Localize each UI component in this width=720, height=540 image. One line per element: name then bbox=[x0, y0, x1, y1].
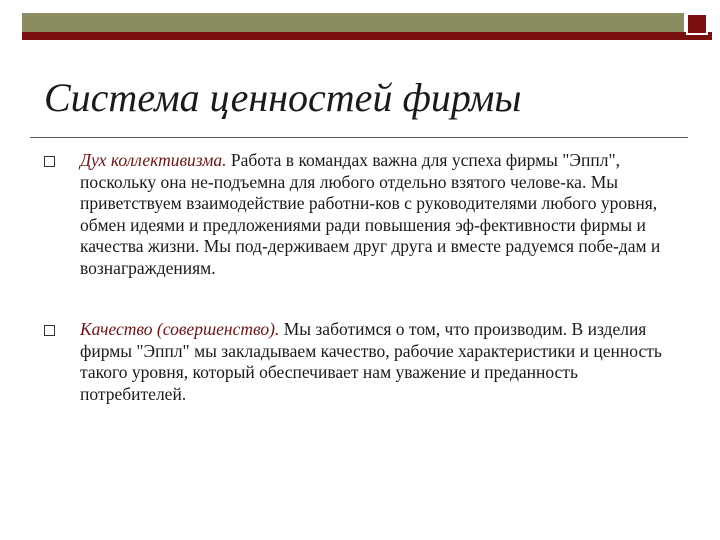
bullet-text bbox=[80, 150, 684, 279]
bullet-body: Работа в командах важна для успеха фирмы "Эппл", поскольку она не-подъемна для любого отдельно взятого челове-ка. Мы приветствуем взаимодействие работни-ков с руководителями любого уровня, обмен идеями и предложениями ради повышения эф-фективности фирмы и качества жизни. Мы под-держиваем друг друга и вместе радуемся побе-дам и вознаграждениям. bbox=[80, 150, 661, 278]
square-bullet-icon bbox=[44, 156, 55, 167]
bullet-text bbox=[80, 319, 684, 405]
bullet-item-teamwork bbox=[44, 150, 684, 300]
bullet-body: Мы заботимся о том, что производим. В изделия фирмы "Эппл" мы закладываем качество, рабочие характеристики и ценность такого уровня, который обеспечивает нам уважение и преданность потребителей. bbox=[80, 319, 662, 404]
bullet-lead: Качество (совершенство). bbox=[80, 319, 280, 339]
header-corner-box bbox=[686, 13, 708, 35]
bullet-lead: Дух коллективизма. bbox=[80, 150, 227, 170]
bullet-item-quality bbox=[44, 319, 684, 409]
header-red-bar bbox=[22, 32, 712, 40]
title-divider bbox=[30, 137, 688, 138]
slide-title: Система ценностей фирмы bbox=[44, 75, 522, 120]
square-bullet-icon bbox=[44, 325, 55, 336]
